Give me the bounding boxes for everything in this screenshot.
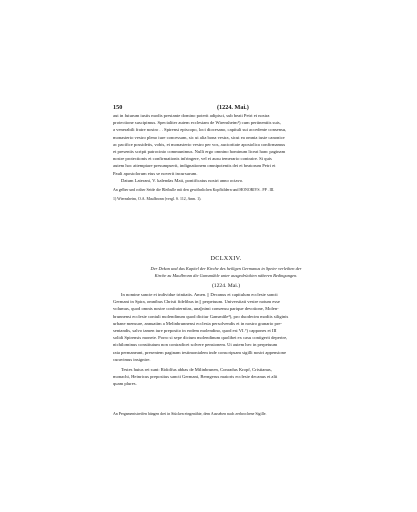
charter-one-dating: Datum Laterani, V. kalendas Maii, pontificatus nostri anno octavo.: [121, 178, 244, 183]
charter-one-footnote: 1) Wiernsheim, O.A. Maulbronn (vergl. S. 112, Anm. 1).: [113, 197, 202, 201]
text-line: curavimus insignire.: [113, 356, 151, 362]
text-line: nichilominus constitutum non contradicet solvere pensionem. Ut autem hec in perpetuum: [113, 342, 278, 348]
charter-two-summary-1: Der Dekan und das Kapitel der Kirche des heiligen Germanus in Speier verleihen der: [150, 266, 302, 271]
text-line: sentandis, salvo tamen iure preposito in eodem molendino, quod est VI.°) cappones et III: [113, 328, 277, 333]
text-line: volumus, quod omnis nostre confraternitas, una||nimi consensu parique devotione, Molen-: [113, 306, 279, 312]
text-line: ac pacifice possidetis, vobis, et monasterio vestro per vos, auctoritate apostolica confirmamus: [113, 141, 286, 147]
text-line: aut in futurum iustis modis prestante domino poterit adipisci, sub beati Petri et nostra: [113, 113, 270, 118]
running-year: (1224. Mai.): [217, 104, 249, 111]
text-line: a venerabili fratre nostro . . Spirensi episcopo, loci diocesano, capituli sui accedente consensu,: [113, 127, 287, 133]
text-line: Testes huius rei sunt: Ridolfus abbas de Milinbrunen, Conradus Kropf, Cristianus,: [121, 367, 272, 372]
text-line: protectione suscipimus. Specialiter autem ecclesiam de Wirensheim¹) cum pertinentiis suis,: [113, 120, 281, 126]
charter-two-number: DCLXXIV.: [210, 256, 242, 262]
text-line: solidi Spirensis monete. Porro si sepe dictum molendinum quolibet ex casu contigerit deperire,: [113, 335, 288, 341]
running-header: [113, 104, 339, 112]
charter-two-year: (1224. Mai.): [211, 283, 241, 289]
text-line: quam plures.: [113, 381, 137, 387]
text-line: autem hoc attemptare presumpserit, indignationem omnipotentis dei et beatorum Petri et: [113, 163, 276, 169]
text-line: monachi, Heinricus prepositus sancti Germani, Berngerus maioris ecclesie decanus et alii: [113, 374, 278, 380]
text-line: In nomine sancte et individue trinitatis. Amen. || Decanus et capitulum ecclesie sancti: [121, 292, 278, 297]
text-line: brunnensi ecclesie contuli molendinum quod dicitur Gansmûle²), pro duodecim modiis siliginis: [113, 313, 289, 319]
text-line: nostre protectionis et confirmationis infringere, vel ei ausu temerario contraire. Si quis: [113, 156, 272, 162]
text-line: monasterio vestro pleno iure concessam, sic ut alia bona vestra, sicut ea omnia iuste canonice: [113, 134, 285, 140]
charter-two-summary-2: Kirche zu Maulbronn die Gansmühle unter ausgedrückten näheren Bedingungen.: [154, 273, 298, 278]
text-line: et presentis scripti patrocinio communimus. Nulli ergo omnino hominum liceat hanc paginam: [113, 149, 286, 154]
text-line: Germani in Spira, omnibus Christi fidelibus in || perpetuum. Universitati vestre notum esse: [113, 299, 280, 305]
text-line: urbane mensure, annuatim a Melinbrunnensi ecclesia persolvendis et in nostro granario pre-: [113, 320, 282, 326]
charter-one-seal-note: An gelber und rother Seide die Bleibulle mit den gewöhnlichen Kopfbildern und HONORIVS . PP . III.: [113, 188, 275, 192]
text-line: Pauli apostolorum eius se noverit incursurum.: [113, 170, 198, 176]
charter-two-footnote: An Pergamentstreifen hängen drei in Stücken eingenähte, dem Aussehen nach zerbrochene Sigille.: [113, 412, 267, 416]
text-line: rata permaneant, presentem paginam testimonialem inde conscripsam sigilli nostri appensione: [113, 349, 286, 355]
page-number: 150: [113, 104, 123, 111]
